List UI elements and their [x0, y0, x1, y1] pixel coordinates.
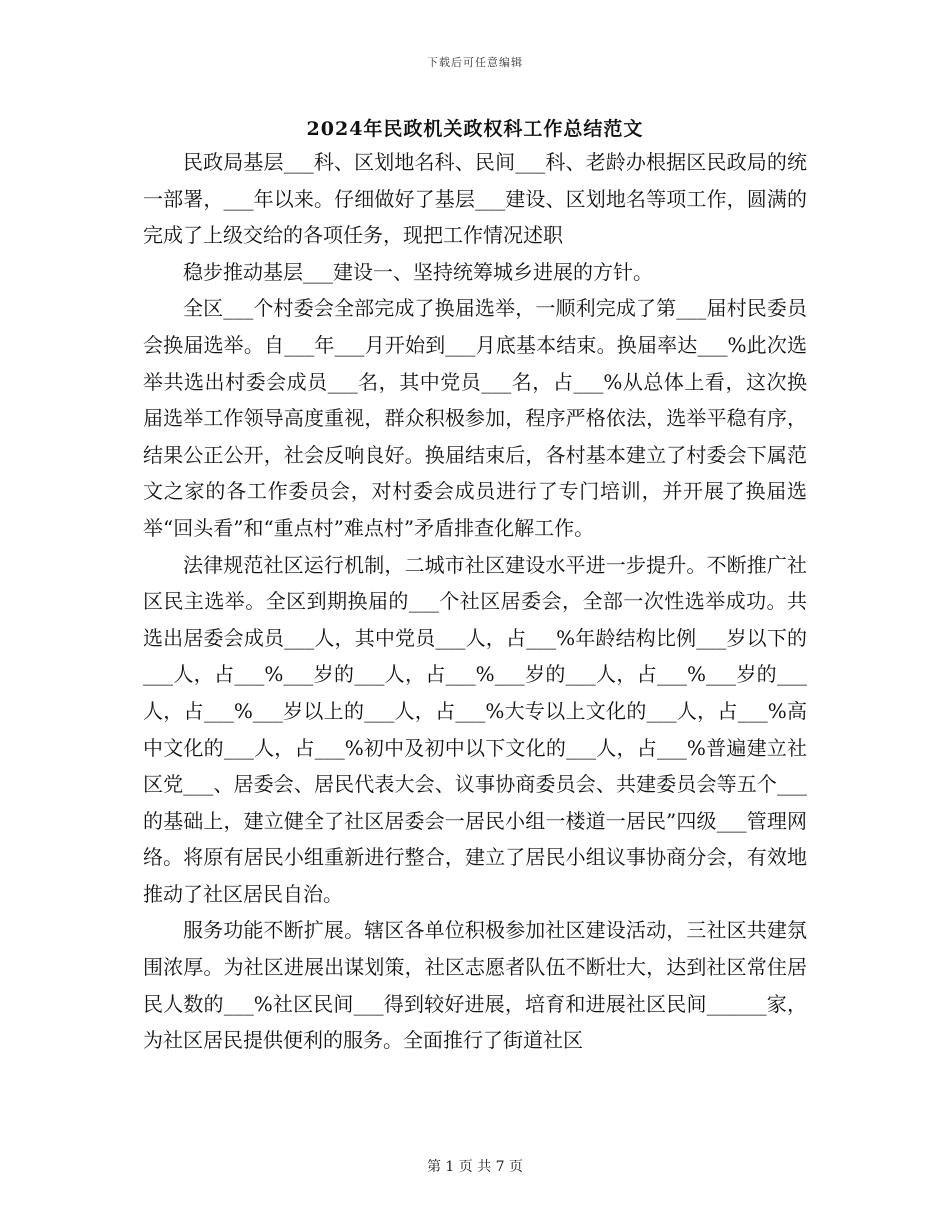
paragraph-community-election: 法律规范社区运行机制，二城市社区建设水平进一步提升。不断推广社区民主选举。全区到期换届的___个社区居委会，全部一次性选举成功。共选出居委会成员___人，其中党员___人，占___%年龄结构比例___岁以下的___人，占___%___岁的___人，占___%___岁的___人，占___%___岁的___人，占___%___岁以上的___人，占___%大专以上文化的___人，占___%高中文化的___人，占___%初中及初中以下文化的___人，占___%普遍建立社区党___、居委会、居民代表大会、议事协商委员会、共建委员会等五个___的基础上，建立健全了社区居委会一居民小组一楼道一居民”四级___管理网络。将原有居民小组重新进行整合，建立了居民小组议事协商分会，有效地推动了社区居民自治。	[143, 552, 807, 906]
document-body	[143, 144, 807, 1059]
page-number: 第 1 页 共 7 页	[426, 1159, 524, 1175]
paragraph-intro: 民政局基层___科、区划地名科、民间___科、老龄办根据区民政局的统一部署，___年以来。仔细做好了基层___建设、区划地名等项工作，圆满的完成了上级交给的各项任务，现把工作情况述职	[143, 150, 807, 248]
paragraph-section-heading: 稳步推动基层___建设一、坚持统筹城乡进展的方针。	[183, 259, 653, 284]
paragraph-service-function: 服务功能不断扩展。辖区各单位积极参加社区建设活动，三社区共建氛围浓厚。为社区进展出谋划策，社区志愿者队伍不断壮大，达到社区常住居民人数的___%社区民间___得到较好进展，培育和进展社区民间______家，为社区居民提供便利的服务。全面推行了街道社区	[143, 918, 807, 1053]
paragraph-village-election: 全区___个村委会全部完成了换届选举，一顺利完成了第___届村民委员会换届选举。自___年___月开始到___月底基本结束。换届率达___%此次选举共选出村委会成员___名，其中党员___名，占___%从总体上看，这次换届选举工作领导高度重视，群众积极参加，程序严格依法，选举平稳有序，结果公正公开，社会反响良好。换届结束后，各村基本建立了村委会下属范文之家的各工作委员会，对村委会成员进行了专门培训，并开展了换届选举“回头看”和“重点村”难点村”矛盾排查化解工作。	[143, 296, 807, 540]
download-note: 下载后可任意编辑	[427, 56, 523, 69]
document-title: 2024年民政机关政权科工作总结范文	[306, 118, 644, 140]
